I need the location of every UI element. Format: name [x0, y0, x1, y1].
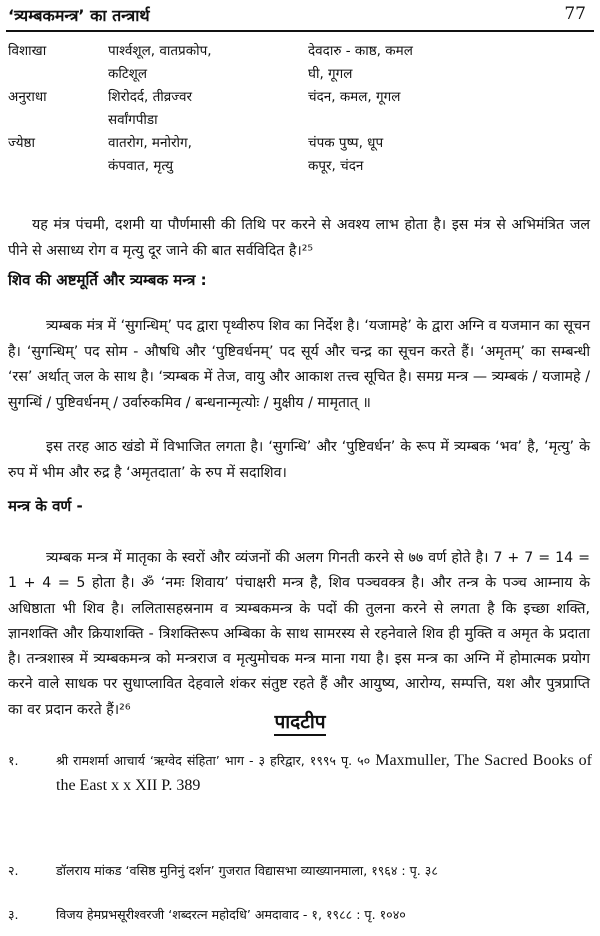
section-heading-ashtamurti: शिव की अष्टमूर्ति और त्र्यम्बक मन्त्र : — [8, 271, 207, 289]
running-title: ‘त्र्यम्बकमन्त्र’ का तन्त्रार्थ — [8, 6, 150, 25]
footnote-text: श्री रामशर्मा आचार्य ‘ऋग्वेद संहिता’ भाग - ३ हरिद्वार, १९९५ पृ. ५० — [56, 753, 371, 768]
paragraph-mantra-benefit: यह मंत्र पंचमी, दशमी या पौर्णमासी की तिथि पर करने से अवश्य लाभ होता है। इस मंत्र से अभिमंत्रित जल पीने से असाध्य रोग व मृत्यु दूर जाने की बात सर्वविदित है।²⁵ — [8, 217, 590, 259]
section-heading-varna: मन्त्र के वर्ण - — [8, 497, 83, 515]
footnote-text: डॉलराय मांकड ‘वसिष्ठ मुनिनुं दर्शन’ गुजरात विद्यासभा व्याख्यानमाला, १९६४ : पृ. ३८ — [56, 863, 438, 878]
remedy-cell: चंदन, कमल, गूगल — [308, 89, 401, 105]
table-row — [8, 132, 592, 178]
table-row — [8, 86, 592, 132]
illness-cell: शिरोदर्द, तीव्रज्वर — [108, 89, 193, 105]
remedy-cell: देवदारु - काष्ठ, कमल — [308, 43, 413, 59]
remedy-cell: चंपक पुष्प, धूप — [308, 135, 384, 151]
page-number: 77 — [564, 4, 586, 24]
paragraph-ashtamurti: त्र्यम्बक मंत्र में ‘सुगन्धिम्’ पद द्वारा पृथ्वीरुप शिव का निर्देश है। ‘यजामहे’ के द्वारा अग्नि व यजमान का सूचन है। ‘सुगन्धिम्’ पद सोम - औषधि और ‘पुष्टिवर्धनम्’ पद सूर्य और चन्द्र का सूचन करते हैं। ‘अमृतम्’ का सम्बन्धी ‘रस’ अर्थात् जल के साथ है। ‘त्र्यम्बक में तेज, वायु और आकाश तत्त्व सूचित है। समग्र मन्त्र — त्र्यम्बकं / यजामहे / सुगन्धिं / पुष्टिवर्धनम् / उर्वारुकमिव / बन्धनान्मृत्योः / मुक्षीय / मामृतात् ॥ — [8, 318, 590, 411]
page-header — [8, 4, 592, 32]
paragraph-varna: त्र्यम्बक मन्त्र में मातृका के स्वरों और व्यंजनों की अलग गिनती करने से ७७ वर्ण होते है। 7 + 7 = 14 = 1 + 4 = 5 होता है। ॐ ‘नमः शिवाय’ पंचाक्षरी मन्त्र है, शिव पञ्चवक्त्र है। और तन्त्र के पञ्च आम्नाय के अधिष्ठाता भी शिव है। ललितासहस्रनाम व त्र्यम्बकमन्त्र के पदों की तुलना करने से लगता है कि इच्छा शक्ति, ज्ञानशक्ति और क्रियाशक्ति - त्रिशक्तिरूप अम्बिका के साथ सामरस्य से रहनेवाले शिव ही मुक्ति व अमृत के प्रदाता है। तन्त्रशास्त्र में त्र्यम्बकमन्त्र को मन्त्रराज व मृत्युमोचक मन्त्र माना गया है। इस मन्त्र का अग्नि में होमात्मक प्रयोग करने वाले साधक पर सुधाप्लावित देहवाले शंकर संतुष्ट रहते हैं और आयुष्य, आरोग्य, सम्पत्ति, यश और पुत्रप्राप्ति का वर प्रदान करते हैं।²⁶ — [8, 550, 590, 718]
footnote-text: विजय हेमप्रभसूरीश्वरजी ‘शब्दरत्न महोदधि’ अमदावाद - १, १९८८ : पृ. १०४० — [56, 907, 406, 922]
footnote-number: ३. — [8, 907, 19, 922]
illness-cell: वातरोग, मनोरोग, — [108, 135, 192, 151]
nakshatra-name: अनुराधा — [8, 89, 47, 105]
header-rule — [6, 30, 594, 32]
footnotes-heading: पादटीप — [0, 708, 600, 734]
illness-cell: पार्श्वशूल, वातप्रकोप, — [108, 43, 212, 59]
footnote-number: २. — [8, 863, 19, 878]
paragraph-eight-parts: इस तरह आठ खंडो में विभाजित लगता है। ‘सुगन्धि’ और ‘पुष्टिवर्धन’ के रूप में त्र्यम्बक ‘भव’ है, ‘मृत्यु’ के रुप में भीम और रुद्र है ‘अमृतदाता’ के रुप में सदाशिव। — [8, 439, 590, 481]
illness-cell: कटिशूल — [108, 66, 148, 82]
footnote-latin-text: Maxmuller, The Sacred Books of the East x x XII P. 389 — [56, 752, 592, 794]
nakshatra-name: ज्येष्ठा — [8, 135, 35, 151]
nakshatra-name: विशाखा — [8, 43, 47, 59]
remedy-cell: कपूर, चंदन — [308, 158, 364, 174]
footnote-number: १. — [8, 753, 19, 768]
illness-cell: सर्वांगपीडा — [108, 112, 158, 128]
remedy-cell: घी, गूगल — [308, 66, 353, 82]
nakshatra-table — [8, 40, 592, 178]
illness-cell: कंपवात, मृत्यु — [108, 158, 174, 174]
table-row — [8, 40, 592, 86]
footnote-item — [8, 748, 592, 804]
